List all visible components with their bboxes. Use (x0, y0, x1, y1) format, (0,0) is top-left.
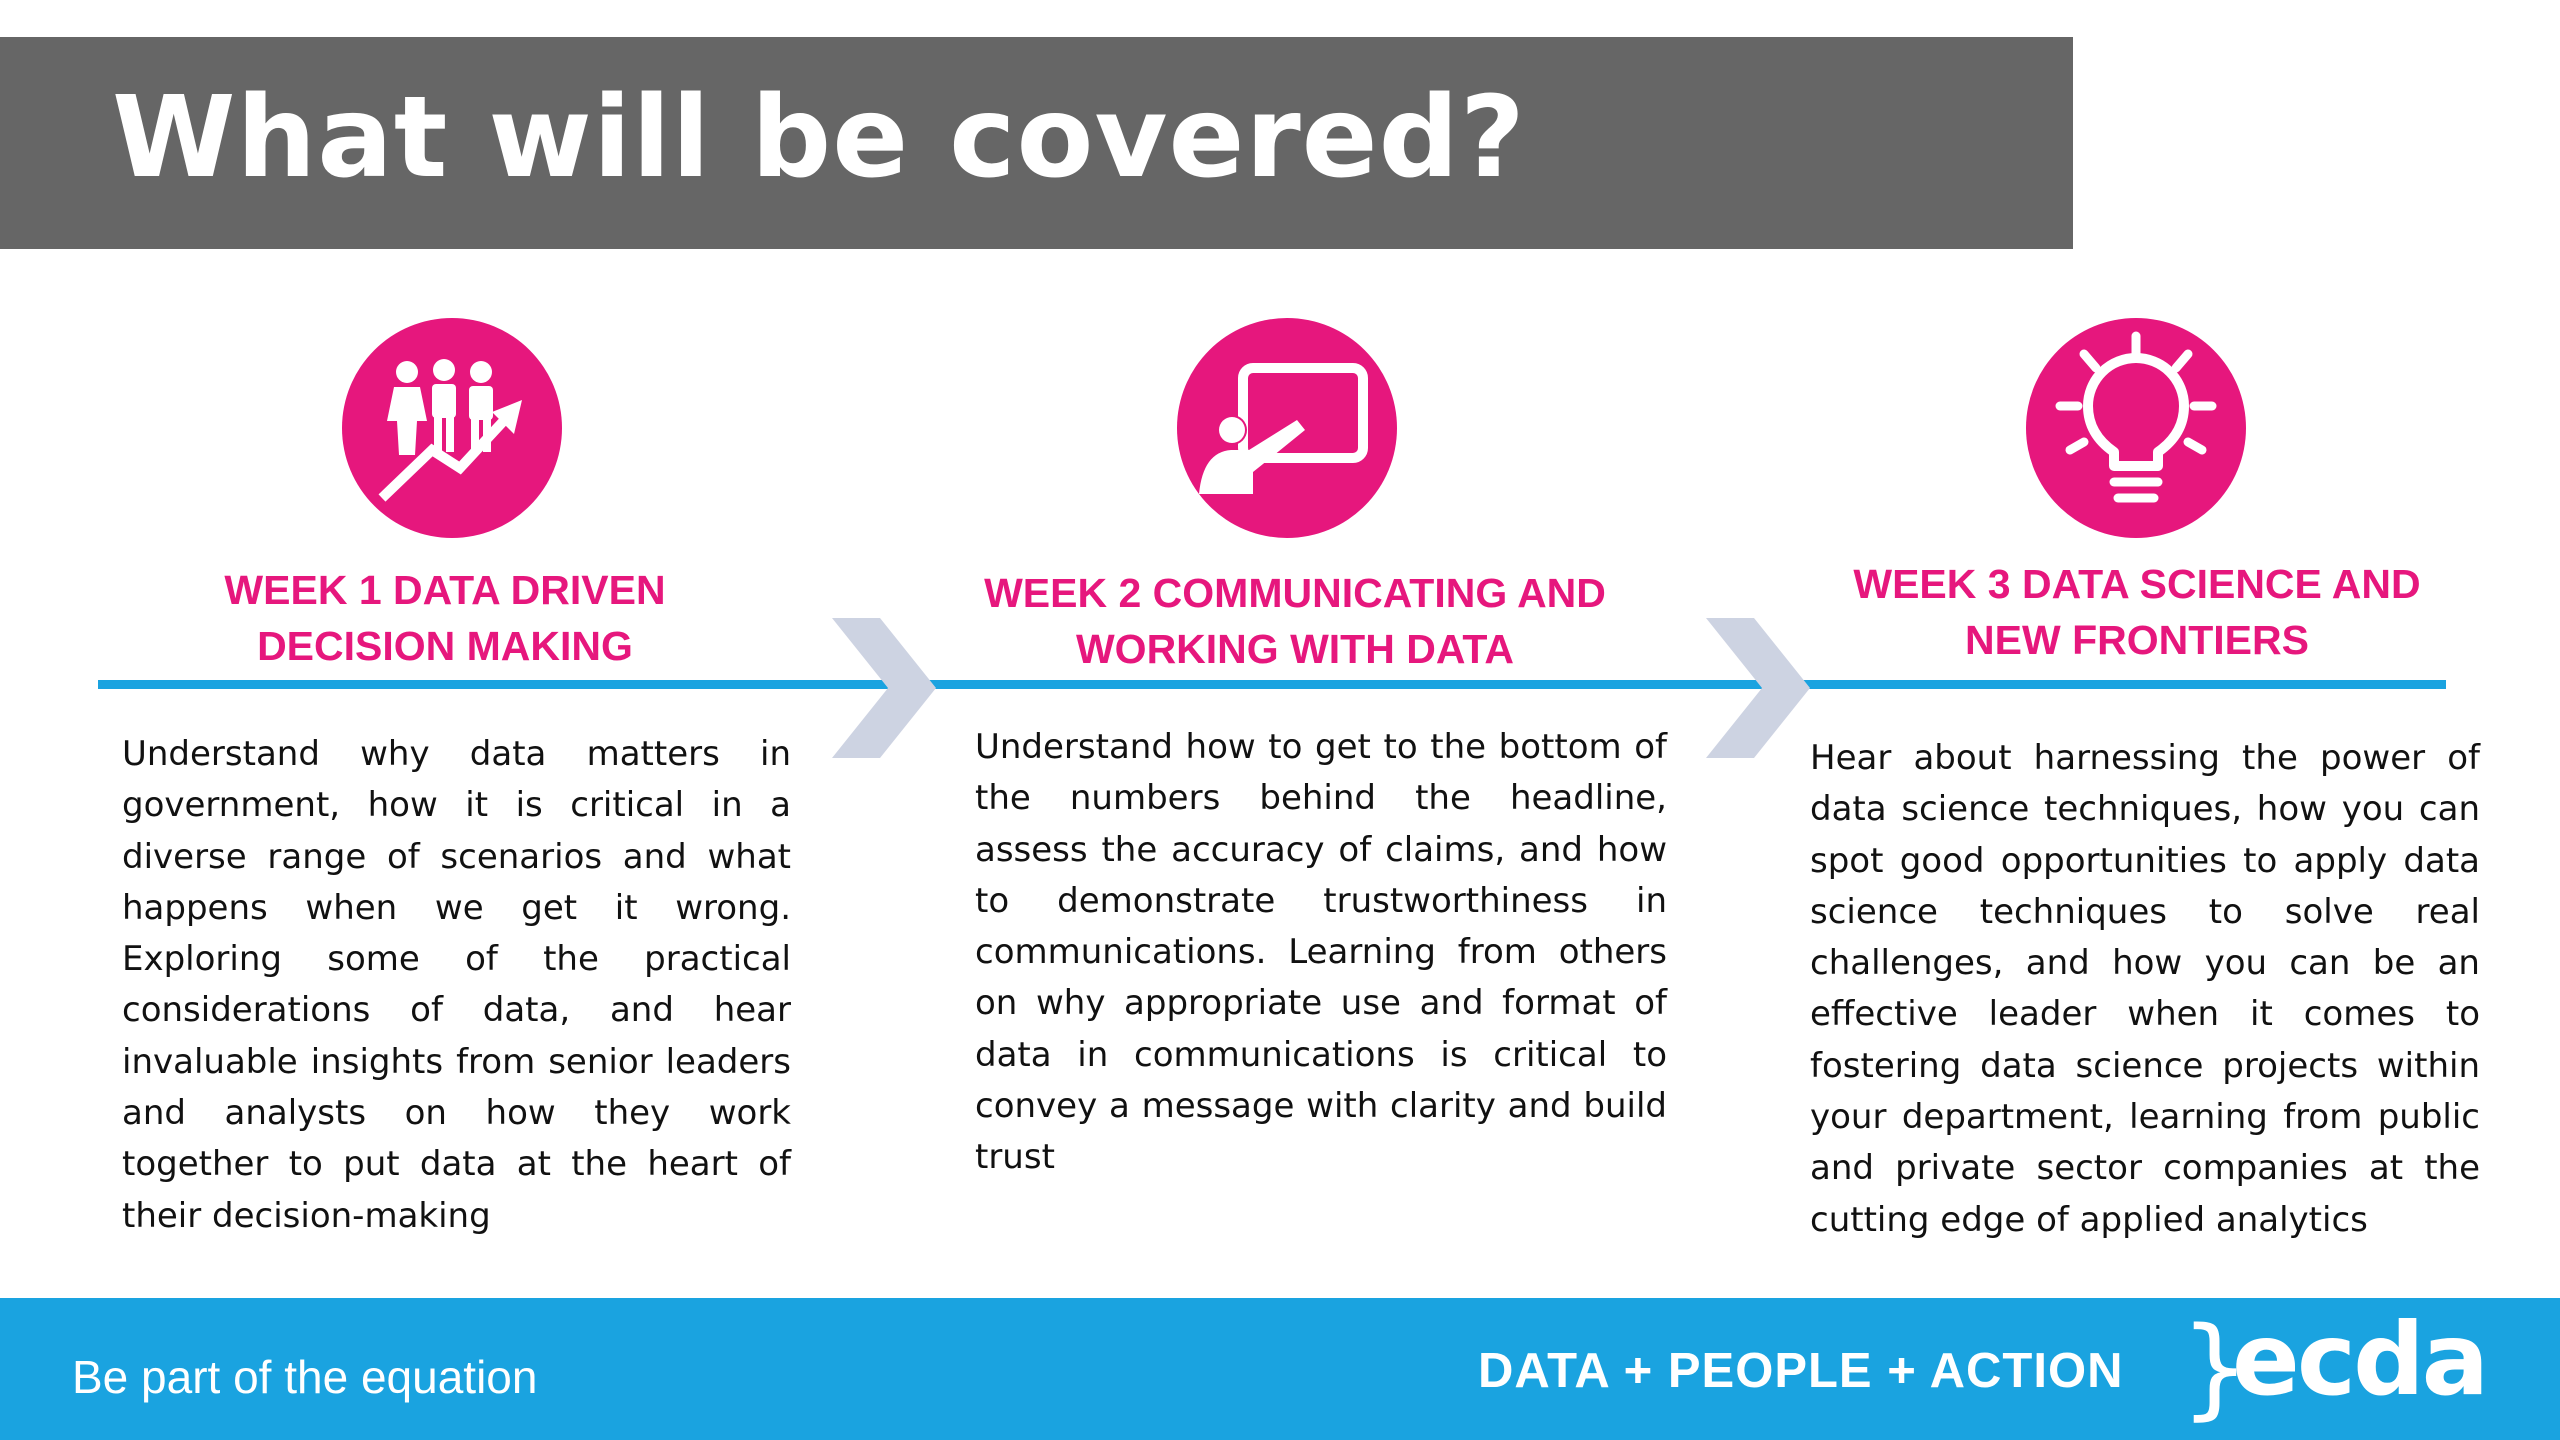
week-1-description: Understand why data matters in government, how it is critical in a diverse range of scenarios and what happens when we get it wrong. Exploring some of the practical considerations of data, and hear invaluable insights from senior leaders and analysts on how they work together to put data at the heart of their decision-making (122, 734, 791, 1236)
chevron-right-icon (1706, 618, 1810, 758)
week-2-heading-line1: WEEK 2 COMMUNICATING AND (984, 570, 1606, 616)
page-title: What will be covered? (112, 73, 1526, 203)
lightbulb-icon (2026, 318, 2246, 538)
chevron-right-icon (832, 618, 936, 758)
week-1-heading-line2: DECISION MAKING (257, 623, 633, 669)
week-2-heading-line2: WORKING WITH DATA (1075, 626, 1514, 672)
footer-motto: DATA + PEOPLE + ACTION (1478, 1344, 2124, 1398)
week-3-heading (1810, 556, 2464, 668)
week-1-heading-line1: WEEK 1 DATA DRIVEN (224, 567, 666, 613)
week-2-heading (960, 565, 1630, 677)
week-3-description: Hear about harnessing the power of data science techniques, how you can spot good opportunities to apply data science techniques to solve real challenges, and how you can be an effective leader when it comes to fostering data science projects within your department, learning from public and private sector companies at the cutting edge of applied analytics (1810, 738, 2480, 1240)
timeline-line (98, 680, 2446, 689)
people-growth-icon (342, 318, 562, 538)
presentation-icon (1177, 318, 1397, 538)
ecda-logo: ecda (2232, 1301, 2487, 1418)
week-1-heading (140, 562, 750, 674)
week-3-heading-line2: NEW FRONTIERS (1965, 617, 2309, 663)
footer-tagline: Be part of the equation (72, 1351, 538, 1403)
week-2-description: Understand how to get to the bottom of the numbers behind the headline, assess the accuracy of claims, and how to demonstrate trustworthiness in communications. Learning from others on why appropriate use and format of data in communications is critical to convey a message with clarity and build trust (975, 727, 1667, 1178)
week-3-heading-line1: WEEK 3 DATA SCIENCE AND (1853, 561, 2421, 607)
footer-brace: } (2180, 1303, 2250, 1431)
